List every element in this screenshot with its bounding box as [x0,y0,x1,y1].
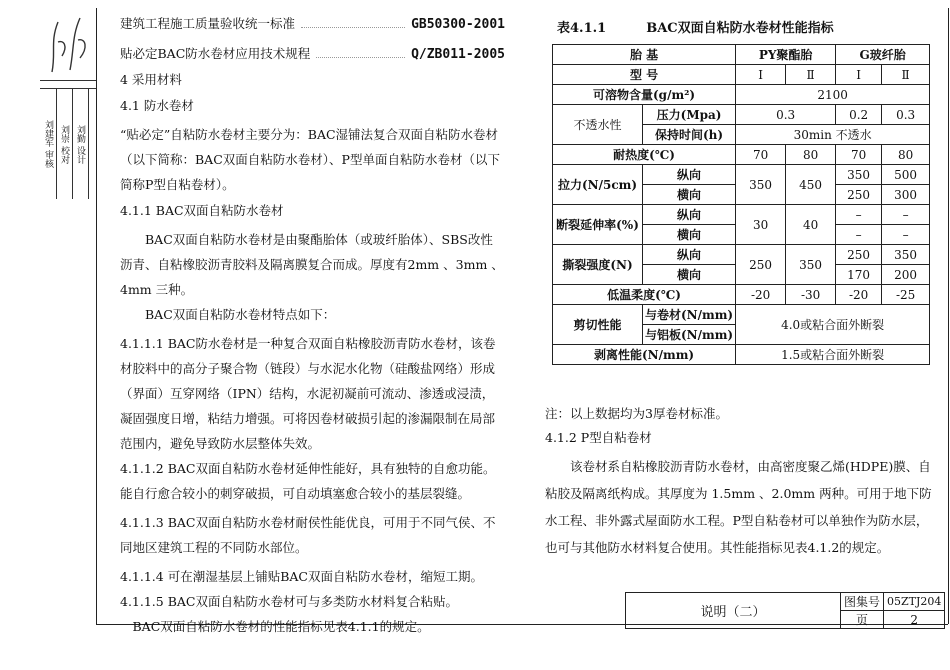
value-cell: 30min 不透水 [736,125,930,145]
table-row [553,285,930,305]
sub-label: 压力(Mpa) [643,105,736,125]
model-cell: Ⅱ [786,65,836,85]
value-cell: 250 [736,245,786,285]
section-heading-4-1-2: 4.1.2 P型自粘卷材 [545,430,652,445]
section-heading-4: 4 采用材料 [120,72,182,87]
row-label: 剪切性能 [553,305,643,345]
table-number: 表4.1.1 [557,20,607,36]
table-row [553,65,930,85]
value-cell: 350 [836,165,882,185]
title-block [625,592,945,629]
value-cell: 250 [836,185,882,205]
value-cell: 70 [736,145,786,165]
row-label: 可溶物含量(g/m²) [553,85,736,105]
row-label: 耐热度(℃) [553,145,736,165]
table-caption [557,14,945,38]
strip-col-check: 刘崇 校对 [56,89,73,199]
value-cell: 450 [786,165,836,205]
value-cell: 350 [786,245,836,285]
value-cell: 300 [882,185,930,205]
row-label: 剥离性能(N/mm) [553,345,736,365]
value-cell: 350 [736,165,786,205]
table-title: BAC双面自粘防水卷材性能指标 [646,20,834,36]
table-row [553,345,930,365]
signature-stamp [40,8,96,81]
value-cell: 350 [882,245,930,265]
table-row [553,245,930,265]
value-cell: -25 [882,285,930,305]
section-heading-4-1-1: 4.1.1 BAC双面自粘防水卷材 [120,203,284,218]
table-row [553,145,930,165]
value-cell: 40 [786,205,836,245]
paragraph-4-1-1-5: 4.1.1.5 BAC双面自粘防水卷材可与多类防水材料复合粘贴。 [120,594,458,609]
table-row [553,165,930,185]
section-heading-4-1: 4.1 防水卷材 [120,98,194,113]
table-row [553,45,930,65]
value-cell: 250 [836,245,882,265]
paragraph-4-1-1-4: 4.1.1.4 可在潮湿基层上铺贴BAC双面自粘防水卷材，缩短工期。 [120,569,483,584]
value-cell: 170 [836,265,882,285]
value-cell: 80 [882,145,930,165]
reference-row [120,14,505,44]
header-py: PY聚酯胎 [736,45,836,65]
leader-dots [316,57,405,58]
left-column [120,14,505,639]
paragraph-4-1-1-3: 4.1.1.3 BAC双面自粘防水卷材耐侯性能优良，可用于不同气侯、不同地区建筑工程的不同防水部位。 [120,515,496,555]
signature-cells [40,88,96,199]
table-note: 注：以上数据均为3厚卷材标准。 [545,406,728,421]
value-cell: -30 [786,285,836,305]
table-row [553,105,930,125]
model-cell: Ⅱ [882,65,930,85]
sub-label: 纵向 [643,245,736,265]
model-cell: Ⅰ [836,65,882,85]
paragraph-4-1-1-1: 4.1.1.1 BAC防水卷材是一种复合双面自粘橡胶沥青防水卷材，该卷材胶料中的高分子聚合物（链段）与水泥水化物（硅酸盐网络）形成（界面）互穿网络（IPN）结构，水泥初凝前可流动、渗透或浸渍，凝固强度日增，粘结力增强。可将因卷材破损引起的渗漏限制在局部范围内，避免导致防水层整体失效。 [120,336,496,451]
reference-code: Q/ZB011-2005 [411,47,505,62]
value-cell: 0.2 [836,105,882,125]
value-cell: – [882,205,930,225]
row-label: 撕裂强度(N) [553,245,643,285]
header-model: 型 号 [553,65,736,85]
row-label: 断裂延伸率(%) [553,205,643,245]
paragraph-4-1-1-2: 4.1.1.2 BAC双面自粘防水卷材延伸性能好，具有独特的自愈功能。能自行愈合较小的刺穿破损，可自动填塞愈合较小的基层裂缝。 [120,461,496,501]
reference-name: 贴必定BAC防水卷材应用技术规程 [120,46,311,61]
value-cell: 500 [882,165,930,185]
value-cell: – [836,205,882,225]
spec-table [552,44,930,365]
table-row [553,305,930,325]
sub-label: 与铝板(N/mm) [643,325,736,345]
leader-dots [301,27,405,28]
reference-code: GB50300-2001 [411,17,505,32]
strip-col-design: 刘勤 设计 [72,89,89,199]
sub-label: 横向 [643,185,736,205]
header-base: 胎 基 [553,45,736,65]
value-cell: 80 [786,145,836,165]
model-cell: Ⅰ [736,65,786,85]
value-cell: 0.3 [736,105,836,125]
reference-name: 建筑工程施工质量验收统一标准 [120,16,296,31]
row-label: 拉力(N/5cm) [553,165,643,205]
handwritten-signature [44,12,92,76]
sub-label: 横向 [643,225,736,245]
value-cell: 1.5或粘合面外断裂 [736,345,930,365]
header-g: G玻纤胎 [836,45,930,65]
table-row [553,205,930,225]
right-column [545,14,945,38]
row-label: 低温柔度(℃) [553,285,736,305]
atlas-label: 图集号 [841,593,884,611]
signature-strip [40,8,96,198]
atlas-number: 05ZTJ204 [884,593,945,611]
paragraph-table-ref: BAC双面自粘防水卷材的性能指标见表4.1.1的规定。 [132,619,430,634]
value-cell: -20 [736,285,786,305]
sub-label: 纵向 [643,165,736,185]
page-number: 2 [884,611,945,629]
sheet-title: 说明（二） [626,593,841,629]
value-cell: 0.3 [882,105,930,125]
value-cell: -20 [836,285,882,305]
value-cell: 70 [836,145,882,165]
paragraph-intro: “贴必定”自粘防水卷材主要分为：BAC湿铺法复合双面自粘防水卷材（以下简称：BAC双面自粘防水卷材）、P型单面自粘防水卷材（以下简称P型自粘卷材）。 [120,127,500,192]
value-cell: 30 [736,205,786,245]
sub-label: 与卷材(N/mm) [643,305,736,325]
value-cell: – [882,225,930,245]
sub-label: 保持时间(h) [643,125,736,145]
value-cell: 4.0或粘合面外断裂 [736,305,930,345]
value-cell: 200 [882,265,930,285]
strip-col-review: 刘建军 审核 [40,89,57,199]
paragraph-features-intro: BAC双面自粘防水卷材特点如下： [145,307,336,322]
value-cell: 2100 [736,85,930,105]
value-cell: – [836,225,882,245]
sub-label: 纵向 [643,205,736,225]
sub-label: 横向 [643,265,736,285]
table-row [553,85,930,105]
row-label: 不透水性 [553,105,643,145]
paragraph-composition: BAC双面自粘防水卷材是由聚酯胎体（或玻纤胎体）、SBS改性沥青、自粘橡胶沥青胶料及隔离膜复合而成。厚度有2mm 、3mm 、4mm 三种。 [120,232,504,297]
page-label: 页 [841,611,884,629]
paragraph-p-type: 该卷材系自粘橡胶沥青防水卷材，由高密度聚乙烯(HDPE)膜、自粘胶及隔离纸构成。其厚度为 1.5mm 、2.0mm 两种。可用于地下防水工程、非外露式屋面防水工程。P型自粘卷材可以单独作为防水层，也可与其他防水材料复合使用。其性能指标见表4.1.2的规定。 [545,459,932,555]
right-text [545,403,940,561]
